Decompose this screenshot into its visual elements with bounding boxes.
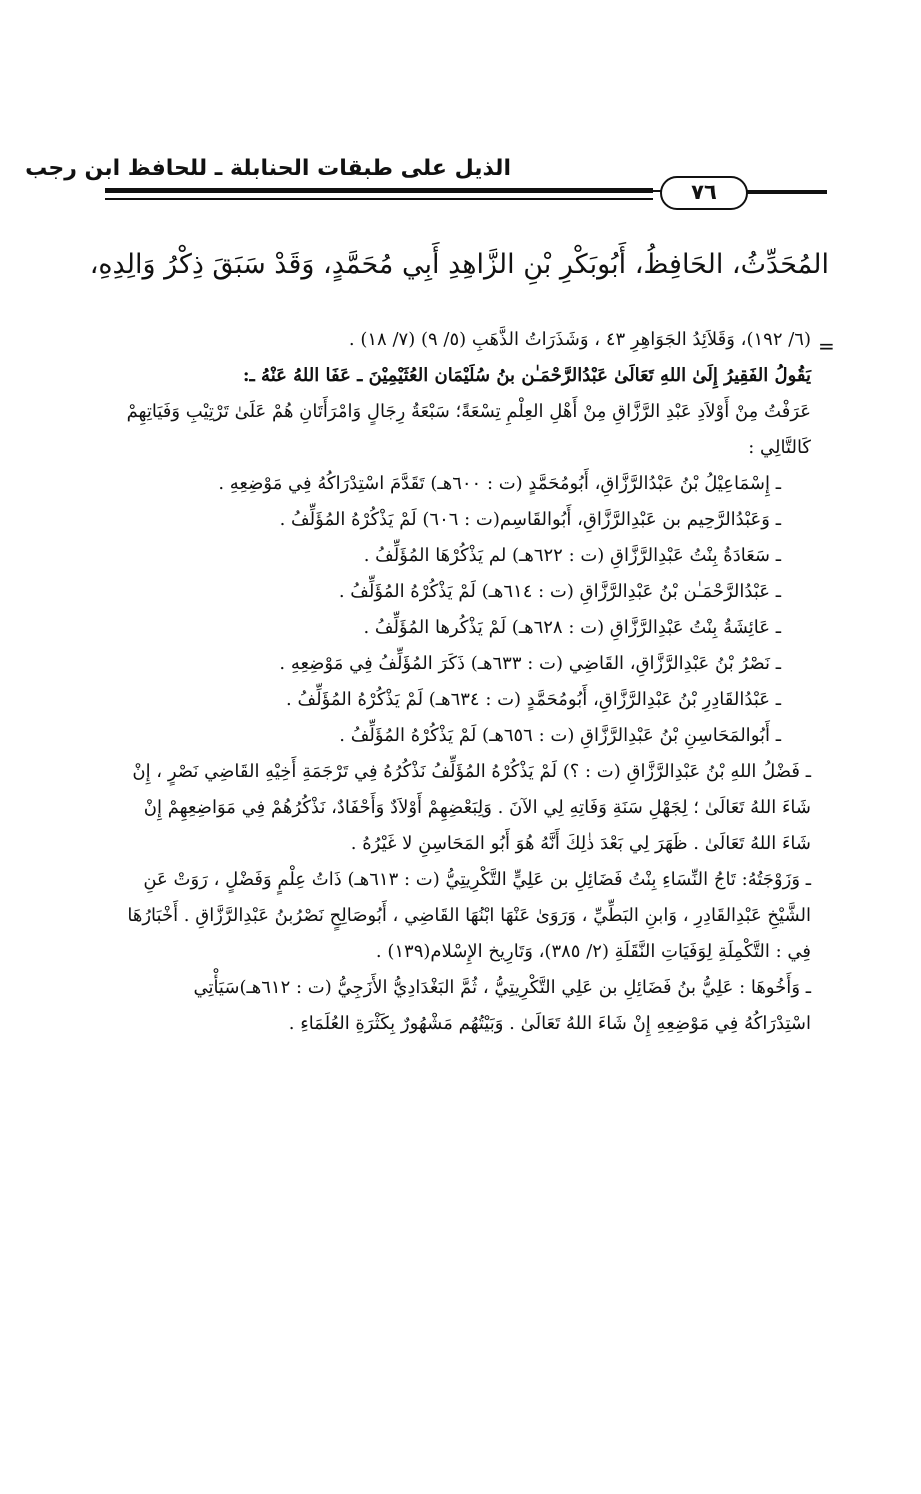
list-item: ـ أَبُوالمَحَاسِنِ بْنُ عَبْدِالرَّزَّاقِ (ت : ٦٥٦هـ) لَمْ يَذْكُرْهُ المُؤَلِّفُ . <box>339 725 781 746</box>
list-item: ـ عَبْدُالرَّحْمَـٰن بْنُ عَبْدِالرَّزَّاقِ (ت : ٦١٤هـ) لَمْ يَذْكُرْهُ المُؤَلِّفُ . <box>338 581 781 602</box>
list-item: ـ نَصْرُ بْنُ عَبْدِالرَّزَّاقِ، القَاضِي (ت : ٦٣٣هـ) ذَكَرَ المُؤَلِّفُ فِي مَوْضِعِهِ . <box>279 653 781 674</box>
footnote-paragraph: ـ وَأَخُوهَا : عَلِيُّ بنُ فَضَائِلِ بن عَلِي التَّكْرِيتِيُّ ، ثُمَّ البَغْدَادِيُّ الأَزَجِيُّ (ت : ٦١٢هـ)سَيَأْتِي اسْتِدْرَاكُهُ فِي مَوْضِعِهِ إِنْ شَاءَ اللهُ تَعَالَىٰ . وَبَيْتُهُم مَشْهُورٌ بِكَثْرَةِ العُلَمَاءِ . <box>193 977 811 1034</box>
list-item: ـ عَبْدُالقَادِرِ بْنُ عَبْدِالرَّزَّاقِ، أَبُومُحَمَّدٍ (ت : ٦٣٤هـ) لَمْ يَذْكُرْهُ المُؤَلِّفُ . <box>286 689 781 710</box>
page-badge-left-rule <box>640 190 662 192</box>
footnote-paragraph: ـ وَزَوْجَتُهُ: تَاجُ النِّسَاءِ بِنْتُ فَضَائِلِ بن عَلِيٍّ التَّكْرِيتِيُّ (ت : ٦١٣هـ) ذَاتُ عِلْمٍ وَفَضْلٍ ، رَوَتْ عَنِ الشَّيْخِ عَبْدِالقَادِرِ ، وَابنِ البَطِّيِّ ، وَرَوَىٰ عَنْهَا ابْنُهَا القَاضِي ، أَبُوصَالِحٍ نَصْرُبنُ عَبْدِالرَّزَّاقِ . أَخْبَارُهَا فِي : التَّكْمِلَةِ لِوَفَيَاتِ النَّقَلَةِ (٢/ ٣٨٥)، وَتَارِيخ الإِسْلام(١٣٩) . <box>127 869 811 962</box>
list-item: ـ إِسْمَاعِيْلُ بْنُ عَبْدُالرَّزَّاقِ، أَبُومُحَمَّدٍ (ت : ٦٠٠هـ) تَقَدَّمَ اسْتِدْرَاكُهُ فِي مَوْضِعِهِ . <box>218 473 781 494</box>
list-item: ـ سَعَادَةُ بِنْتُ عَبْدِالرَّزَّاقِ (ت : ٦٢٢هـ) لم يَذْكُرْهَا المُؤَلِّفُ . <box>363 545 781 566</box>
footnote-paragraph: ـ فَضْلُ اللهِ بْنُ عَبْدِالرَّزَّاقِ (ت : ؟) لَمْ يَذْكُرْهُ المُؤَلِّفُ نَذْكُرُهُ فِي تَرْجَمَةِ أَخِيْهِ القَاضِي نَصْرٍ ، إِنْ شَاءَ اللهُ تَعَالَىٰ ؛ لِجَهْلِ سَنَةِ وَفَاتِهِ لِي الآنَ . وَلِبَعْضِهِمْ أَوْلاَدٌ وَأَحْفَادٌ، نَذْكُرُهُمْ فِي مَوَاضِعِهِمْ إِنْ شَاءَ اللهُ تَعَالَىٰ . ظَهَرَ لِي بَعْدَ ذٰلِكَ أَنَّهُ هُوَ أَبُو المَحَاسِنِ لا غَيْرُهُ . <box>132 761 811 854</box>
list-item: ـ وَعَبْدُالرَّحِيم بن عَبْدِالرَّزَّاقِ، أَبُوالقَاسِم(ت : ٦٠٦) لَمْ يَذْكُرْهُ المُؤَلِّفُ . <box>279 509 781 530</box>
running-header-title: الذيل على طبقات الحنابلة ـ للحافظ ابن رجب <box>25 156 511 181</box>
children-list <box>121 466 811 754</box>
footnote-line: (٦/ ١٩٢)، وَقَلاَئِدُ الجَوَاهِرِ ٤٣ ، وَشَذَرَاتُ الذَّهَبِ (٥/ ٩) (٧/ ١٨) . <box>348 329 811 350</box>
page-number-badge: ٧٦ <box>660 176 748 210</box>
footnote-line: عَرَفْتُ مِنْ أَوْلاَدِ عَبْدِ الرَّزَّاقِ مِنْ أَهْلِ العِلْمِ تِسْعَةً؛ سَبْعَةُ رِجَالٍ وَامْرَأَتَانِ هُمْ عَلَىٰ تَرْتِيْبِ وَفَيَاتِهِمْ كَالتَّالِي : <box>126 401 811 458</box>
list-item: ـ عَائِشَةُ بِنْتُ عَبْدِالرَّزَّاقِ (ت : ٦٢٨هـ) لَمْ يَذْكُرها المُؤَلِّفُ . <box>363 617 781 638</box>
footnotes-block <box>121 322 811 1042</box>
footnote-editor-note: يَقُولُ الفَقِيرُ إِلَىٰ اللهِ تَعَالَىٰ عَبْدُالرَّحْمَـٰن بنُ سُلَيْمَان العُثَيْمِيْنَ ـ عَفَا اللهُ عَنْهُ ـ: <box>242 365 811 386</box>
main-text-line: المُحَدِّثُ، الحَافِظُ، أَبُوبَكْرِ بْنِ الزَّاهِدِ أَبِي مُحَمَّدٍ، وَقَدْ سَبَقَ ذِكْرُ وَالِدِهِ، <box>89 249 829 280</box>
footnote-continuation-mark: = <box>818 334 835 358</box>
page-badge-right-rule <box>747 190 827 194</box>
header-rule-thin <box>105 198 653 200</box>
header-rule-thick <box>105 188 653 193</box>
